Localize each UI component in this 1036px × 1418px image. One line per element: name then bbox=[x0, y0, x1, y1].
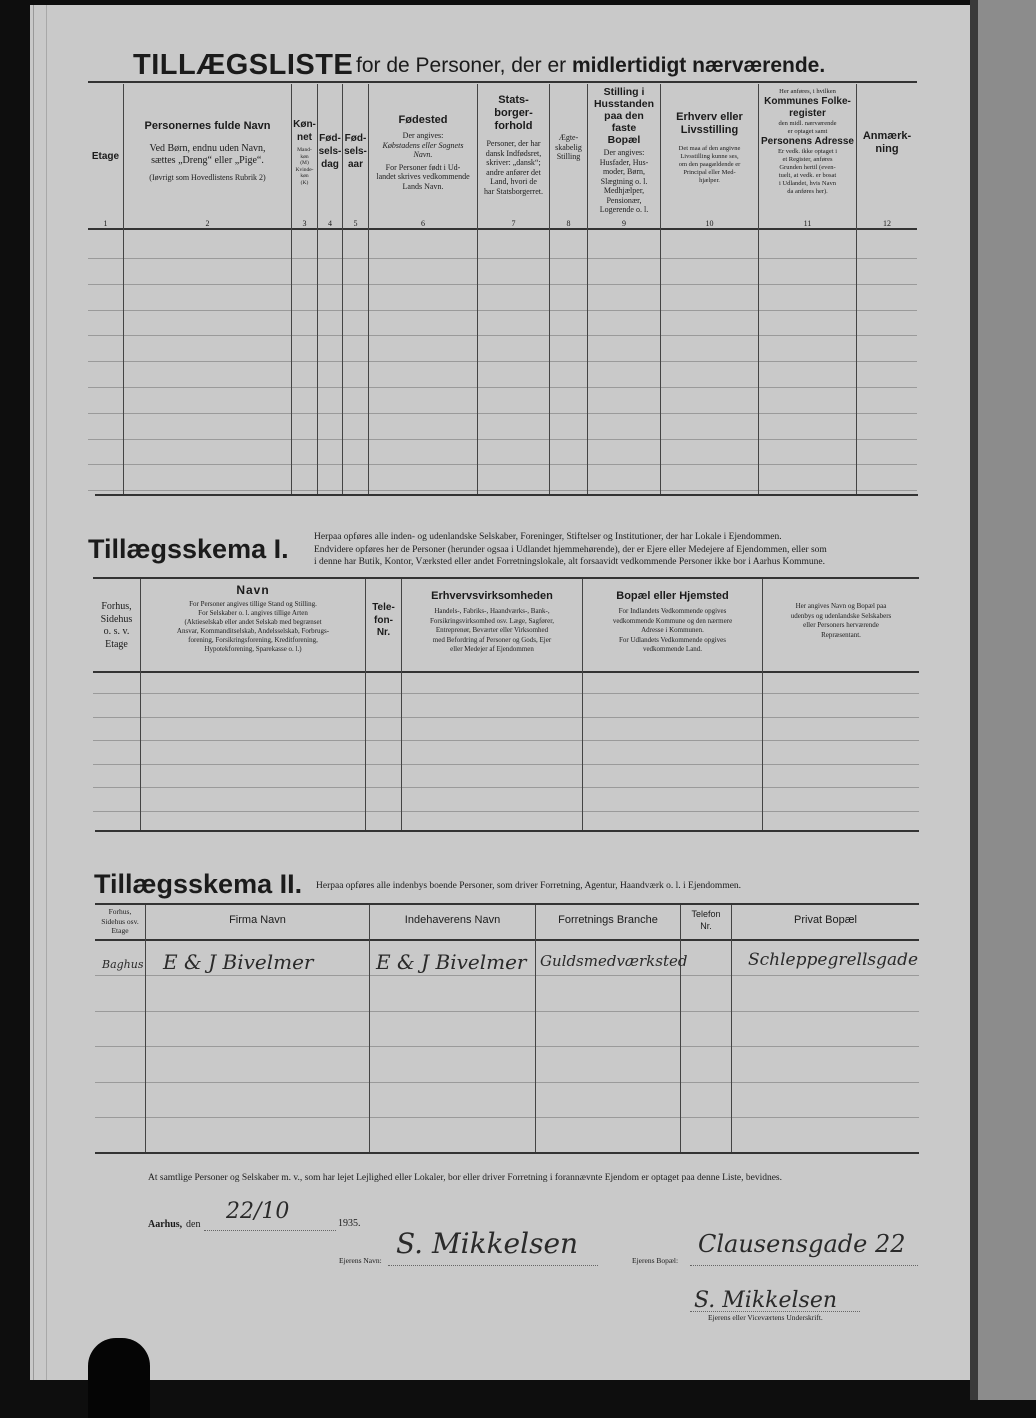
t1-navn-text3: (Iøvrigt som Hovedlistens Rubrik 2) bbox=[149, 173, 266, 182]
t3-divider bbox=[731, 905, 732, 1152]
subtitle-part-1: for de Personer, der er bbox=[356, 54, 567, 77]
skema1-intro-line3: i denne har Butik, Kontor, Værksted eller andet Forretningslokale, alt forsaavidt vedkommende Personer ikke bor i Aarhus Kommune. bbox=[314, 557, 826, 567]
t1-anmaerkning-title: Anmærk- ning bbox=[862, 130, 912, 155]
t1-header-anmaerkning bbox=[857, 130, 917, 156]
t1-colnum-8: 8 bbox=[566, 219, 571, 228]
t1-colnum-2: 2 bbox=[205, 219, 210, 228]
t3-header-branche: Forretnings Branche bbox=[558, 914, 658, 926]
ruled-line bbox=[93, 787, 919, 788]
footer-date-hand: 22/10 bbox=[226, 1199, 290, 1224]
ruled-line bbox=[93, 811, 919, 812]
t1-koen-title: Køn- net bbox=[293, 119, 316, 143]
t3-row1-etage: Baghus bbox=[102, 958, 144, 971]
t2-header-erhverv bbox=[402, 590, 582, 655]
t1-header-navn bbox=[124, 120, 291, 183]
t1-aegteskab-title: Ægte- skabelig Stilling bbox=[555, 133, 582, 161]
t2-header-bopael bbox=[583, 590, 762, 655]
table1-top-border bbox=[88, 81, 917, 83]
t3-row1-branche: Guldsmedværksted bbox=[540, 952, 688, 970]
t1-colnum-4: 4 bbox=[328, 219, 332, 228]
footer-signature-line bbox=[690, 1311, 860, 1312]
t1-foedested-text3: For Personer født i Ud- landet skrives vedkommende Lands Navn. bbox=[376, 162, 470, 191]
binding-clip bbox=[88, 1338, 150, 1418]
t1-foedested-text2: Købstadens eller Sognets Navn. bbox=[382, 140, 464, 159]
t3-row1-bopael: Schleppegrellsgade bbox=[748, 950, 919, 970]
t1-colnum-12: 12 bbox=[883, 219, 891, 228]
footer-city: Aarhus, bbox=[148, 1219, 183, 1230]
t1-stilling-text: Der angives: Husfader, Hus- moder, Børn, Slægtning o. l. Medhjælper, Pensionær, Logerende o. l. bbox=[599, 148, 649, 214]
t2-repraesentant-text: Her angives Navn og Bopæl paa udenbys og udenlandske Selskabers eller Personers herværende Repræsentant. bbox=[790, 602, 892, 639]
footer-owner-address-label: Ejerens Bopæl: bbox=[632, 1256, 679, 1265]
tillaegsliste-title: TILLÆGSLISTE bbox=[133, 49, 354, 81]
t1-folkeregister-text1: Her anføres, i hvilken bbox=[779, 88, 836, 95]
t1-colnum-9: 9 bbox=[622, 219, 626, 228]
ruled-line bbox=[95, 1046, 919, 1047]
t3-divider bbox=[535, 905, 536, 1152]
table1-bottom-border bbox=[95, 494, 918, 496]
t1-stilling-title: Stilling i Husstanden paa den faste Bopæl bbox=[593, 86, 655, 146]
t2-navn-text: For Personer angives tillige Stand og Stilling. For Selskaber o. l. angives tillige Arten (Aktieselskab eller andet Selskab med begrænset Ansvar, Kommanditselskab, Andelsselskab, Forbrugs- forening, Forsikringsforening, Kreditforening, Hypotekforening, Sparekasse o. l.) bbox=[176, 600, 330, 653]
t1-header-statsborger bbox=[478, 94, 549, 196]
footer-statement: At samtlige Personer og Selskaber m. v., som har lejet Lejlighed eller Lokaler, bor eller driver Forretning i forannævnte Ejendom er optaget paa denne Liste, bevidnes. bbox=[148, 1173, 782, 1183]
t2-navn-title: Navn bbox=[236, 583, 270, 597]
ruled-line bbox=[88, 258, 917, 259]
t1-header-aegteskab bbox=[550, 133, 587, 162]
ruled-line bbox=[93, 764, 919, 765]
footer-owner-name-sig: S. Mikkelsen bbox=[396, 1227, 579, 1260]
ruled-line bbox=[95, 975, 919, 976]
ruled-line bbox=[95, 1082, 919, 1083]
t1-navn-text1: Ved Børn, endnu uden Navn, bbox=[149, 143, 266, 154]
t3-divider bbox=[369, 905, 370, 1152]
table3-header-bottom bbox=[95, 939, 919, 941]
ruled-line bbox=[93, 717, 919, 718]
t1-etage-label: Etage bbox=[91, 151, 120, 162]
footer-owner-name-line bbox=[388, 1265, 598, 1266]
subtitle-part-2: midlertidigt bbox=[571, 54, 687, 77]
footer-den: den bbox=[186, 1219, 201, 1230]
footer-owner-address-hand: Clausensgade 22 bbox=[698, 1230, 906, 1258]
t1-colnum-3: 3 bbox=[302, 219, 307, 228]
ruled-line bbox=[95, 1011, 919, 1012]
t1-erhverv-title: Erhverv eller Livsstilling bbox=[676, 111, 743, 136]
ruled-line bbox=[95, 1117, 919, 1118]
t2-header-etage: Forhus, Sidehus o. s. v. Etage bbox=[100, 601, 133, 650]
t2-bopael-text: For Indlandets Vedkommende opgives vedkommende Kommune og den nærmere Adresse i Kommunen. For Udlandets Vedkommende opgives vedkommende Land. bbox=[612, 607, 733, 653]
footer-signature: S. Mikkelsen bbox=[694, 1288, 838, 1313]
table2-top-border bbox=[93, 577, 919, 579]
t1-header-folkeregister bbox=[759, 88, 856, 196]
table3-top-border bbox=[95, 903, 919, 905]
t1-foedselsdag-title: Fød- sels- dag bbox=[318, 133, 342, 170]
t1-folkeregister-title2: Personens Adresse bbox=[760, 136, 854, 147]
t1-foedselsaar-title: Fød- sels- aar bbox=[344, 133, 367, 170]
t3-divider bbox=[145, 905, 146, 1152]
t1-folkeregister-text2: den midl. nærværende er optaget samt bbox=[778, 120, 837, 135]
t1-colnum-7: 7 bbox=[511, 219, 516, 228]
t1-koen-text: Mand- køn (M) Kvinde- køn (K) bbox=[295, 147, 314, 186]
t3-row1-firma: E & J Bivelmer bbox=[163, 950, 314, 974]
footer-sign-caption: Ejerens eller Viceværtens Underskrift. bbox=[708, 1313, 823, 1322]
footer-year: 1935. bbox=[338, 1218, 361, 1229]
t1-foedested-title: Fødested bbox=[398, 114, 448, 126]
t1-statsborger-title: Stats- borger- forhold bbox=[494, 94, 533, 132]
ruled-line bbox=[93, 740, 919, 741]
t3-divider bbox=[680, 905, 681, 1152]
t2-header-repraesentant bbox=[763, 602, 919, 640]
t1-statsborger-text: Personer, der har dansk Indfødsret, skriver: „dansk“; andre anfører det Land, hvori de har Statsborgerret. bbox=[484, 139, 543, 196]
t3-header-indehaver: Indehaverens Navn bbox=[404, 914, 501, 926]
t1-colnum-11: 11 bbox=[803, 219, 812, 228]
t1-header-stilling bbox=[588, 86, 660, 215]
t1-foedested-text1: Der angives: bbox=[402, 131, 444, 140]
skema1-title: Tillægsskema I. bbox=[88, 534, 289, 564]
skema1-intro-line2: Endvidere opføres her de Personer (herunder ogsaa i Udlandet hjemmehørende), der er Ejere eller Medejere af Ejendommen, eller som bbox=[314, 544, 827, 555]
t1-header-erhverv bbox=[661, 111, 758, 185]
t3-header-firma: Firma Navn bbox=[229, 914, 286, 926]
t2-header-navn bbox=[141, 584, 365, 654]
ruled-line bbox=[88, 464, 917, 465]
table2-bottom-border bbox=[95, 830, 919, 832]
t2-header-telefon: Tele- fon- Nr. bbox=[372, 602, 395, 638]
t1-navn-title: Personernes fulde Navn bbox=[144, 120, 271, 132]
t1-header-foedselsdag bbox=[318, 132, 342, 171]
ruled-line bbox=[88, 284, 917, 285]
ruled-line bbox=[88, 335, 917, 336]
ruled-line bbox=[88, 413, 917, 414]
t3-header-etage: Forhus, Sidehus osv. Etage bbox=[101, 907, 139, 935]
t1-colnum-1: 1 bbox=[103, 219, 108, 228]
t1-header-etage bbox=[88, 146, 123, 164]
t3-row1-indehaver: E & J Bivelmer bbox=[376, 950, 527, 974]
t1-colnum-6: 6 bbox=[421, 219, 425, 228]
t2-bopael-title: Bopæl eller Hjemsted bbox=[616, 590, 729, 602]
t1-erhverv-text: Det maa af den angivne Livsstilling kunne ses, om den paagældende er Principal eller Med- hjælper. bbox=[678, 145, 741, 184]
ruled-line bbox=[93, 693, 919, 694]
facing-page-edge bbox=[978, 0, 1036, 1400]
t3-header-telefon: Telefon Nr. bbox=[691, 909, 721, 931]
table3-bottom-border bbox=[95, 1152, 919, 1154]
t2-erhverv-text: Handels-, Fabriks-, Haandværks-, Bank-, Forsikringsvirksomhed osv. Læge, Sagfører, Entreprenør, Beværter eller Virksomhed med Befordring af Personer og Gods, Ejer eller Medejer af Ejendommen bbox=[429, 607, 555, 653]
skema2-title: Tillægsskema II. bbox=[94, 869, 303, 899]
t2-erhverv-title: Erhvervsvirksomheden bbox=[431, 590, 553, 602]
skema2-intro: Herpaa opføres alle indenbys boende Personer, som driver Forretning, Agentur, Haandværk o. l. i Ejendommen. bbox=[316, 881, 742, 891]
footer-owner-address-line bbox=[690, 1265, 918, 1266]
table2-header-bottom bbox=[93, 671, 919, 673]
t1-folkeregister-text3: Er vedk. ikke optaget i et Register, anføres Grunden hertil (even- tuelt, at vedk. er bosat i Udlandet, hvis Navn da anføres her). bbox=[777, 148, 838, 195]
binding-shadow bbox=[970, 0, 978, 1400]
skema1-intro bbox=[314, 531, 922, 569]
t1-navn-text2: sættes „Dreng“ eller „Pige“. bbox=[151, 155, 264, 166]
t3-header-bopael: Privat Bopæl bbox=[794, 914, 857, 926]
ruled-line bbox=[88, 387, 917, 388]
t1-header-koen bbox=[292, 118, 317, 186]
footer-owner-name-label: Ejerens Navn: bbox=[339, 1256, 382, 1265]
t1-colnum-5: 5 bbox=[353, 219, 358, 228]
ruled-line bbox=[88, 490, 917, 491]
tillaegsliste-subtitle bbox=[356, 54, 825, 78]
t1-header-foedselsaar bbox=[343, 132, 368, 171]
ruled-line bbox=[88, 439, 917, 440]
t1-folkeregister-title1: Kommunes Folke- register bbox=[764, 96, 851, 119]
skema1-intro-line1: Herpaa opføres alle inden- og udenlandske Selskaber, Foreninger, Stiftelser og Institutioner, der har Lokale i Ejendommen. bbox=[314, 532, 782, 542]
t1-colnum-10: 10 bbox=[705, 219, 714, 228]
ruled-line bbox=[88, 310, 917, 311]
ruled-line bbox=[88, 361, 917, 362]
t1-header-foedested bbox=[369, 114, 477, 191]
subtitle-part-3: nærværende. bbox=[692, 54, 826, 77]
footer-date-line bbox=[204, 1230, 336, 1231]
page-stack-edge bbox=[33, 5, 47, 1380]
